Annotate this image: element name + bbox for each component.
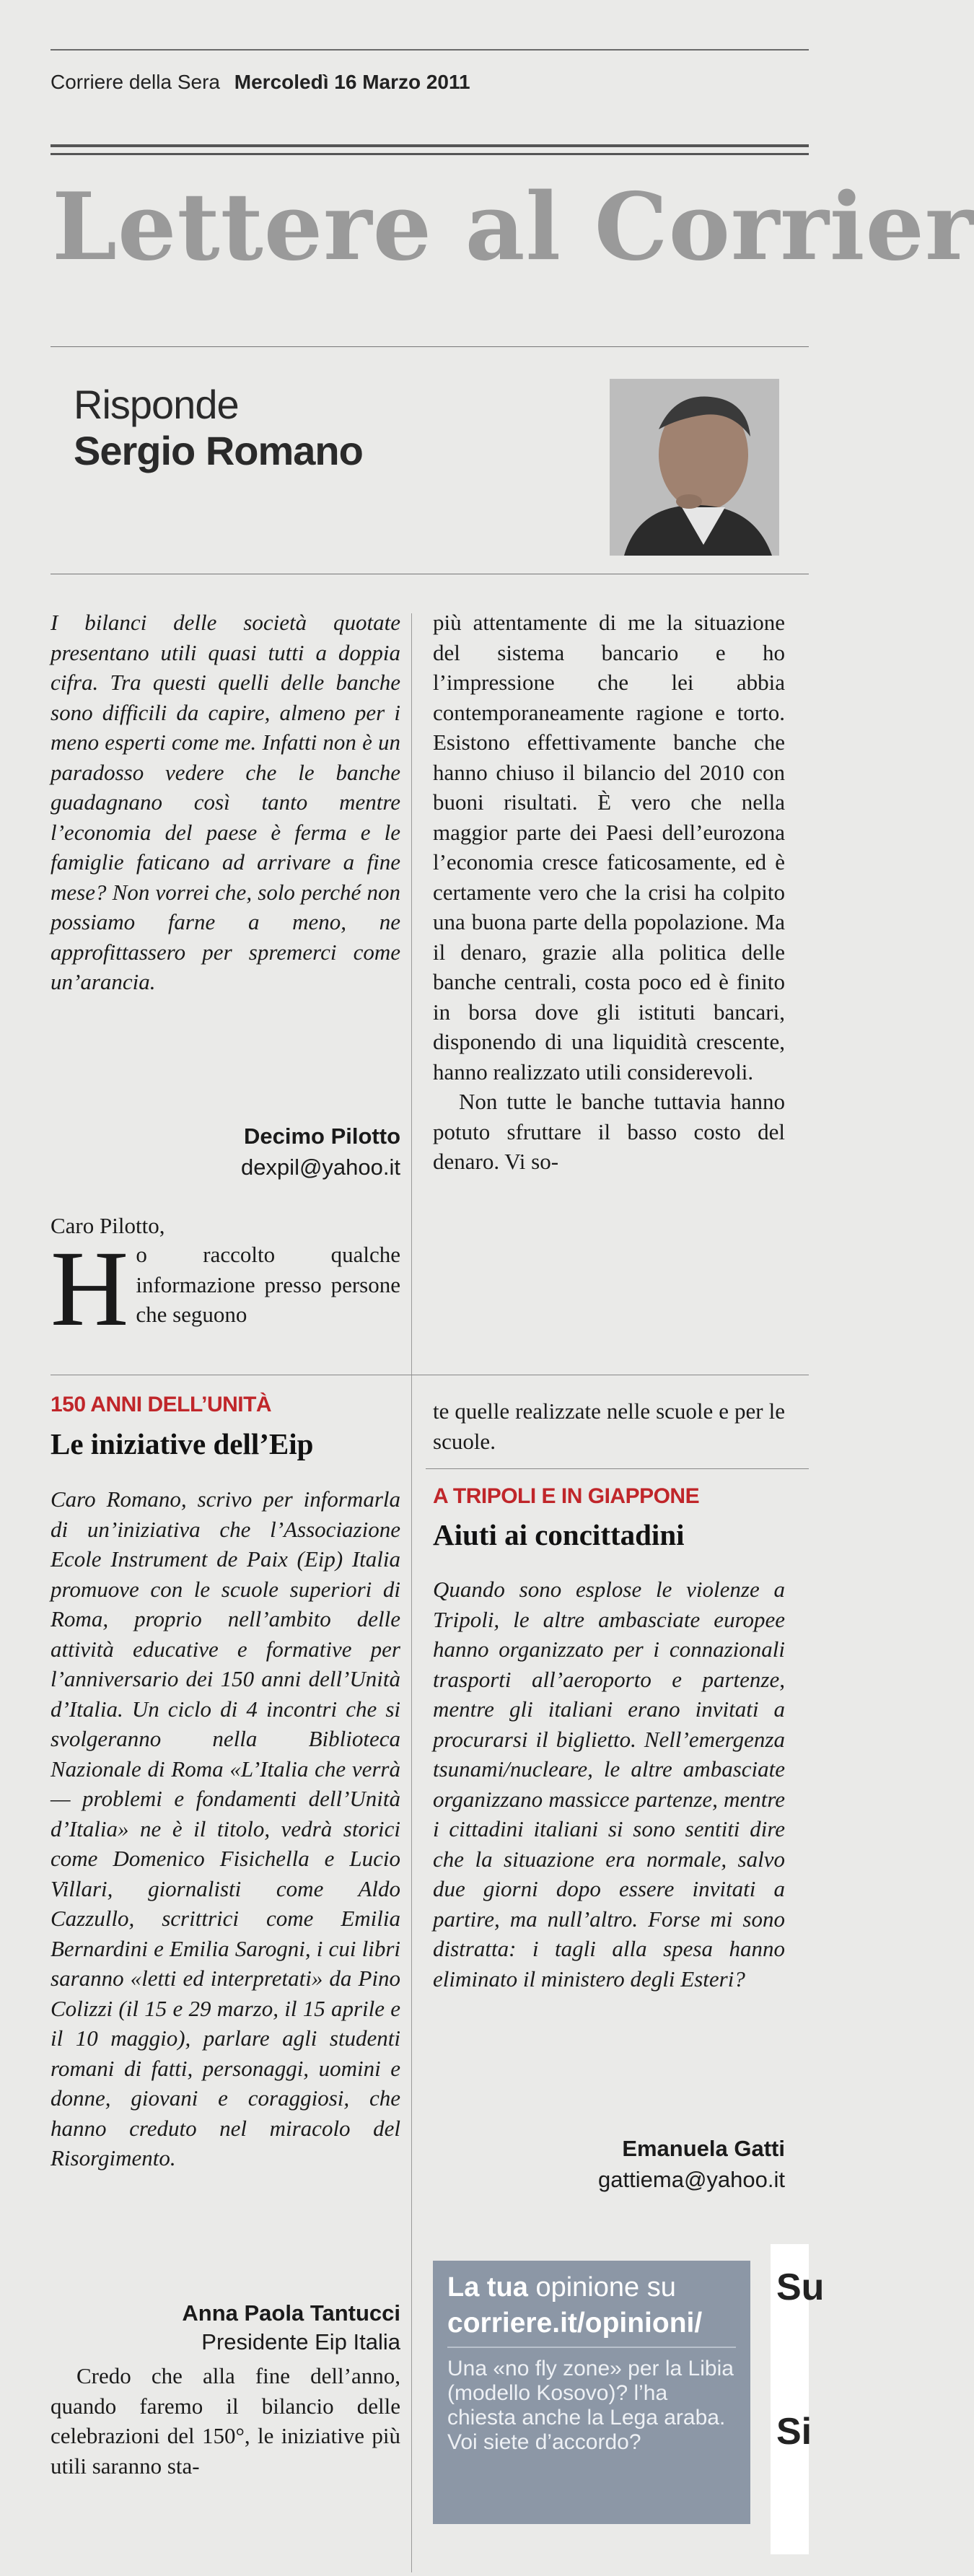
newspaper-name: Corriere della Sera <box>51 71 220 93</box>
article-2-reply-continued: te quelle realizzate nelle scuole e per le scuole. <box>433 1398 785 1454</box>
reply-1-right <box>433 608 785 1177</box>
reply-1-left <box>51 1229 400 1349</box>
responder-name: Sergio Romano <box>74 428 363 473</box>
opinion-promo-box[interactable] <box>433 2261 750 2524</box>
promo-line-1-rest: opinione su <box>527 2272 676 2303</box>
header-double-rule-2 <box>51 153 809 155</box>
letter-1-email: dexpil@yahoo.it <box>240 1155 400 1180</box>
newspaper-header <box>51 71 470 94</box>
portrait-image <box>610 379 779 556</box>
edge-column-fragment <box>771 2244 825 2554</box>
edge-fragment-1: Su <box>776 2266 825 2308</box>
issue-date: Mercoledì 16 Marzo 2011 <box>234 71 470 93</box>
article-2-headline: Le iniziative dell’Eip <box>51 1427 314 1460</box>
article-3-email: gattiema@yahoo.it <box>598 2167 785 2192</box>
edge-fragment-2: Si <box>776 2411 812 2453</box>
responder-label: Risponde <box>74 382 239 427</box>
article-2-kicker: 150 ANNI DELL’UNITÀ <box>51 1393 272 1416</box>
header-top-rule <box>51 49 809 51</box>
article-3-body: Quando sono esplose le violenze a Tripoli, le altre ambasciate europee hanno organizzato per i connazionali trasporti all’aeroporto e partenze, mentre gli italiani erano invitati a procurarsi il biglietto. Nell’emergenza tsunami/nucleare, le altre ambasciate organizzano massicce partenze, mentre i cittadini italiani si sono sentiti dire che la situazione era normale, salvo due giorni dopo essere invitati a partire, ma null’altro. Forse mi sono distratta: i tagli alla spesa hanno eliminato il ministero degli Esteri? <box>433 1577 785 1992</box>
column-divider-bottom <box>411 1389 412 2572</box>
responder-portrait <box>610 379 779 556</box>
article-2-role: Presidente Eip Italia <box>201 2329 400 2354</box>
reply-1-right-text: più attentamente di me la situazione del sistema bancario e ho l’impressione che lei abbia contemporaneamente ragione e torto. Esistono effettivamente banche che hanno chiuso il bilancio del 2010 con buoni risultati. È vero che nella maggior parte dei Paesi dell’eurozona l’economia cresce faticosamente, ed è certamente vero che la crisi ha colpito una buona parte della popolazione. Ma il denaro, grazie alla politica delle banche centrali, costa poco ed è finito in borsa dove gli istituti bancari, disponendo di una liquidità crescente, hanno realizzato utili considerevoli. <box>433 610 785 1085</box>
promo-link[interactable]: corriere.it/opinioni/ <box>447 2308 703 2339</box>
article-3-divider <box>426 1468 809 1469</box>
promo-line-1 <box>447 2272 736 2303</box>
article-3-signature: Emanuela Gatti <box>622 2136 785 2161</box>
reply-1-dropcap: H <box>51 1229 129 1349</box>
promo-question: Una «no fly zone» per la Libia (modello Kosovo)? l’ha chiesta anche la Lega araba. Voi siete d’accordo? <box>447 2357 734 2454</box>
article-2-reply: Credo che alla fine dell’anno, quando faremo il bilancio delle celebrazioni del 150°, le iniziative più utili saranno sta- <box>51 2363 400 2479</box>
promo-line-1-bold: La tua <box>447 2272 528 2303</box>
letter-1-body: I bilanci delle società quotate presentano utili quasi tutti a doppia cifra. Tra questi quelli delle banche sono difficili da capire, almeno per i meno esperti come me. Infatti non è un paradosso vedere che le banche guadagnano così tanto mentre l’economia del paese è ferma e le famiglie faticano ad arrivare a fine mese? Non vorrei che, solo perché non possiamo farne a meno, ne approfittassero per spremerci come un’arancia. <box>51 610 400 994</box>
reply-1-left-text: o raccolto qualche informazione presso persone che seguono <box>136 1242 400 1327</box>
header-double-rule-1 <box>51 144 809 147</box>
article-3-kicker: A TRIPOLI E IN GIAPPONE <box>433 1484 700 1508</box>
reply-1-salutation: Caro Pilotto, <box>51 1213 165 1238</box>
letter-1-signature: Decimo Pilotto <box>243 1123 400 1149</box>
promo-rule <box>447 2347 736 2348</box>
article-2-body: Caro Romano, scrivo per informarla di un’iniziativa che l’Associazione Ecole Instrument de Paix (Eip) Italia promuove con le scuole superiori di Roma, proprio nell’ambito delle attività educative e formative per l’anniversario dei 150 anni dell’Unità d’Italia. Un ciclo di 4 incontri che si svolgeranno nella Biblioteca Nazionale di Roma «L’Italia che verrà — problemi e fondamenti dell’Unità d’Italia» ne è il titolo, vedrà storici come Domenico Fisichella e Lucio Villari, giornalisti come Aldo Cazzullo, scrittrici come Emilia Bernardini e Emilia Sarogni, i cui libri saranno «letti ed interpretati» da Pino Colizzi (il 15 e 29 marzo, il 15 aprile e il 10 maggio), parlare agli studenti romani di fatti, personaggi, uomini e donne, giovani e coraggiosi, che hanno creduto nel miracolo del Risorgimento. <box>51 1486 400 2170</box>
section-title: Lettere al Corrier <box>52 173 974 281</box>
article-3-headline: Aiuti ai concittadini <box>433 1518 685 1551</box>
column-divider-top <box>411 613 412 1400</box>
title-divider <box>51 346 809 347</box>
reply-1-right-text-2: Non tutte le banche tuttavia hanno potuto sfruttare il basso costo del denaro. Vi so- <box>433 1089 785 1174</box>
article-2-signature: Anna Paola Tantucci <box>182 2300 400 2326</box>
